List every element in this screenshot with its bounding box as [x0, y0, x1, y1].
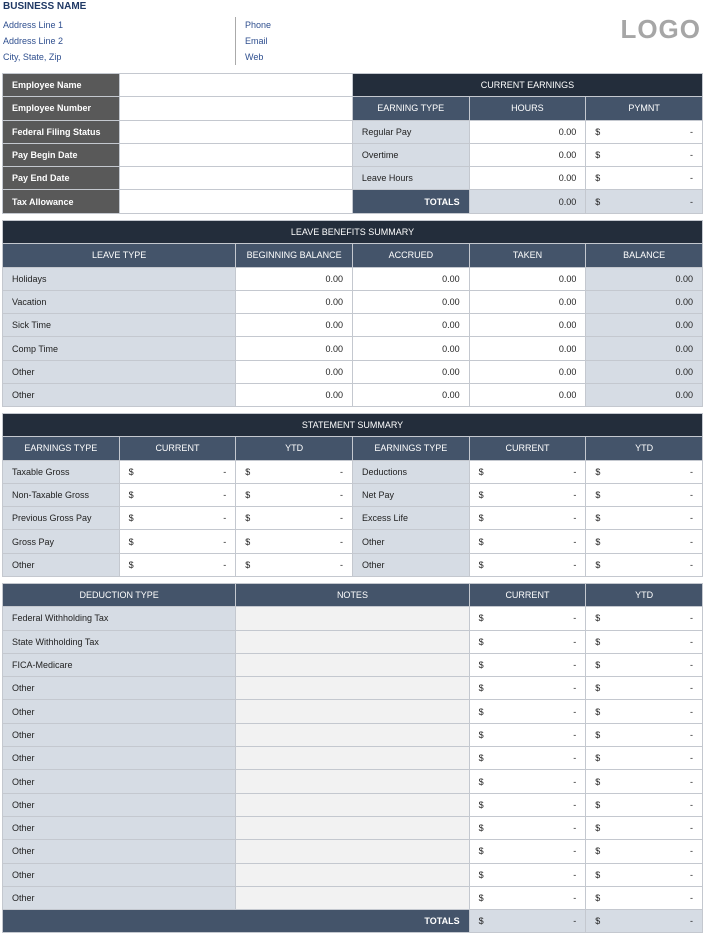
table-row: [3, 384, 703, 407]
leave-summary-title: LEAVE BENEFITS SUMMARY: [3, 221, 703, 244]
employee-label: Federal Filing Status: [3, 120, 120, 143]
deduction-notes[interactable]: [236, 747, 469, 770]
deduction-notes[interactable]: [236, 723, 469, 746]
deduction-totals-row: [3, 910, 703, 933]
table-row: [3, 607, 703, 630]
leave-balance: 0.00: [586, 337, 703, 360]
current-value[interactable]: $ -: [119, 460, 236, 483]
table-row: [3, 793, 703, 816]
ytd-value[interactable]: $ -: [586, 553, 703, 576]
deduction-type: Other: [3, 886, 236, 909]
employee-value[interactable]: [119, 167, 352, 190]
current-value[interactable]: $ -: [119, 530, 236, 553]
leave-type: Other: [3, 384, 236, 407]
column-header: EARNING TYPE: [352, 97, 469, 120]
earning-hours[interactable]: 0.00: [469, 143, 586, 166]
deduction-notes[interactable]: [236, 607, 469, 630]
leave-type: Vacation: [3, 290, 236, 313]
deduction-current[interactable]: $ -: [469, 700, 586, 723]
column-header: PYMNT: [586, 97, 703, 120]
leave-accrued[interactable]: 0.00: [352, 267, 469, 290]
deduction-type: State Withholding Tax: [3, 630, 236, 653]
table-row: [3, 460, 703, 483]
earning-payment[interactable]: $ -: [586, 120, 703, 143]
ytd-value[interactable]: $ -: [586, 483, 703, 506]
deduction-notes[interactable]: [236, 653, 469, 676]
deduction-ytd[interactable]: $ -: [586, 793, 703, 816]
current-value[interactable]: $ -: [119, 553, 236, 576]
column-header: BALANCE: [586, 244, 703, 267]
deduction-current[interactable]: $ -: [469, 677, 586, 700]
leave-accrued[interactable]: 0.00: [352, 384, 469, 407]
leave-taken[interactable]: 0.00: [469, 314, 586, 337]
totals-label: TOTALS: [3, 910, 470, 933]
deduction-ytd[interactable]: $ -: [586, 677, 703, 700]
employee-label: Pay End Date: [3, 167, 120, 190]
table-row: [3, 747, 703, 770]
deduction-ytd[interactable]: $ -: [586, 770, 703, 793]
table-row: [3, 290, 703, 313]
earnings-type: Deductions: [352, 460, 469, 483]
leave-type: Holidays: [3, 267, 236, 290]
deduction-notes[interactable]: [236, 677, 469, 700]
employee-value[interactable]: [119, 74, 352, 97]
current-value[interactable]: $ -: [469, 460, 586, 483]
employee-label: Pay Begin Date: [3, 143, 120, 166]
deduction-type: Other: [3, 863, 236, 886]
column-header: CURRENT: [469, 584, 586, 607]
column-header: YTD: [236, 437, 353, 460]
earnings-type: Net Pay: [352, 483, 469, 506]
deduction-type: Other: [3, 677, 236, 700]
table-row: [3, 483, 703, 506]
totals-payment: $ -: [586, 190, 703, 213]
table-row: [3, 630, 703, 653]
column-header: LEAVE TYPE: [3, 244, 236, 267]
address-line-2: Address Line 2: [3, 36, 64, 46]
column-header: HOURS: [469, 97, 586, 120]
contact-email: Email: [245, 36, 268, 46]
header-divider: [235, 17, 236, 65]
deduction-type: Other: [3, 747, 236, 770]
ytd-value[interactable]: $ -: [586, 530, 703, 553]
current-value[interactable]: $ -: [469, 483, 586, 506]
deduction-current[interactable]: $ -: [469, 886, 586, 909]
totals-current: $ -: [469, 910, 586, 933]
employee-value[interactable]: [119, 190, 352, 213]
deduction-notes[interactable]: [236, 863, 469, 886]
column-header: CURRENT: [119, 437, 236, 460]
leave-balance: 0.00: [586, 290, 703, 313]
contact-web: Web: [245, 52, 264, 62]
deduction-rows: [3, 607, 703, 910]
leave-accrued[interactable]: 0.00: [352, 337, 469, 360]
leave-begin[interactable]: 0.00: [236, 267, 353, 290]
leave-accrued[interactable]: 0.00: [352, 360, 469, 383]
deduction-current[interactable]: $ -: [469, 747, 586, 770]
deduction-type: Other: [3, 793, 236, 816]
leave-balance: 0.00: [586, 314, 703, 337]
deduction-current[interactable]: $ -: [469, 793, 586, 816]
leave-taken[interactable]: 0.00: [469, 384, 586, 407]
earnings-type: Other: [352, 530, 469, 553]
column-header: YTD: [586, 437, 703, 460]
deduction-notes[interactable]: [236, 630, 469, 653]
current-value[interactable]: $ -: [119, 483, 236, 506]
leave-begin[interactable]: 0.00: [236, 290, 353, 313]
leave-type: Comp Time: [3, 337, 236, 360]
deduction-current[interactable]: $ -: [469, 816, 586, 839]
column-header: ACCRUED: [352, 244, 469, 267]
column-header: NOTES: [236, 584, 469, 607]
ytd-value[interactable]: $ -: [236, 483, 353, 506]
leave-begin[interactable]: 0.00: [236, 384, 353, 407]
deduction-ytd[interactable]: $ -: [586, 840, 703, 863]
current-earnings-title: CURRENT EARNINGS: [352, 74, 702, 97]
statement-summary-table: [2, 413, 703, 577]
current-value[interactable]: $ -: [469, 530, 586, 553]
business-name: BUSINESS NAME: [3, 1, 87, 12]
deduction-type: Federal Withholding Tax: [3, 607, 236, 630]
deduction-ytd[interactable]: $ -: [586, 886, 703, 909]
employee-label: Tax Allowance: [3, 190, 120, 213]
address-line-3: City, State, Zip: [3, 52, 62, 62]
deduction-notes[interactable]: [236, 770, 469, 793]
ytd-value[interactable]: $ -: [586, 507, 703, 530]
deduction-notes[interactable]: [236, 886, 469, 909]
deduction-current[interactable]: $ -: [469, 863, 586, 886]
document-header: [0, 0, 705, 72]
deduction-notes[interactable]: [236, 700, 469, 723]
earning-hours[interactable]: 0.00: [469, 167, 586, 190]
leave-taken[interactable]: 0.00: [469, 267, 586, 290]
statement-summary-title: STATEMENT SUMMARY: [3, 414, 703, 437]
employee-earnings-table: [2, 73, 703, 214]
totals-hours: 0.00: [469, 190, 586, 213]
employee-value[interactable]: [119, 143, 352, 166]
table-row: [3, 553, 703, 576]
current-value[interactable]: $ -: [469, 553, 586, 576]
earning-type: Overtime: [352, 143, 469, 166]
column-header: EARNINGS TYPE: [3, 437, 120, 460]
totals-ytd: $ -: [586, 910, 703, 933]
contact-phone: Phone: [245, 20, 272, 30]
deduction-type: FICA-Medicare: [3, 653, 236, 676]
earning-payment[interactable]: $ -: [586, 167, 703, 190]
earnings-type: Excess Life: [352, 507, 469, 530]
column-header: DEDUCTION TYPE: [3, 584, 236, 607]
current-value[interactable]: $ -: [119, 507, 236, 530]
employee-value[interactable]: [119, 120, 352, 143]
table-row: [3, 840, 703, 863]
leave-balance: 0.00: [586, 384, 703, 407]
column-header: BEGINNING BALANCE: [236, 244, 353, 267]
deduction-type: Other: [3, 770, 236, 793]
earnings-type: Taxable Gross: [3, 460, 120, 483]
table-row: [3, 360, 703, 383]
deduction-notes[interactable]: [236, 816, 469, 839]
employee-value[interactable]: [119, 97, 352, 120]
table-row: [3, 816, 703, 839]
table-row: [3, 530, 703, 553]
earnings-type: Other: [3, 553, 120, 576]
leave-type: Sick Time: [3, 314, 236, 337]
deduction-current[interactable]: $ -: [469, 840, 586, 863]
deduction-ytd[interactable]: $ -: [586, 816, 703, 839]
ytd-value[interactable]: $ -: [236, 553, 353, 576]
leave-taken[interactable]: 0.00: [469, 337, 586, 360]
ytd-value[interactable]: $ -: [236, 507, 353, 530]
deduction-ytd[interactable]: $ -: [586, 863, 703, 886]
deduction-current[interactable]: $ -: [469, 607, 586, 630]
deduction-current[interactable]: $ -: [469, 723, 586, 746]
earnings-type: Gross Pay: [3, 530, 120, 553]
deduction-ytd[interactable]: $ -: [586, 700, 703, 723]
leave-benefits-table: [2, 220, 703, 407]
leave-balance: 0.00: [586, 360, 703, 383]
column-header: CURRENT: [469, 437, 586, 460]
earning-hours[interactable]: 0.00: [469, 120, 586, 143]
address-line-1: Address Line 1: [3, 20, 64, 30]
deduction-current[interactable]: $ -: [469, 630, 586, 653]
table-row: [3, 863, 703, 886]
deduction-type: Other: [3, 816, 236, 839]
deduction-type: Other: [3, 723, 236, 746]
employee-label: Employee Number: [3, 97, 120, 120]
deduction-ytd[interactable]: $ -: [586, 607, 703, 630]
leave-accrued[interactable]: 0.00: [352, 314, 469, 337]
table-row: [3, 700, 703, 723]
table-row: [3, 653, 703, 676]
current-value[interactable]: $ -: [469, 507, 586, 530]
leave-taken[interactable]: 0.00: [469, 360, 586, 383]
deduction-ytd[interactable]: $ -: [586, 653, 703, 676]
earnings-type: Other: [352, 553, 469, 576]
column-header: TAKEN: [469, 244, 586, 267]
ytd-value[interactable]: $ -: [586, 460, 703, 483]
table-row: [3, 337, 703, 360]
deduction-ytd[interactable]: $ -: [586, 630, 703, 653]
earning-payment[interactable]: $ -: [586, 143, 703, 166]
leave-begin[interactable]: 0.00: [236, 314, 353, 337]
table-row: [3, 507, 703, 530]
ytd-value[interactable]: $ -: [236, 460, 353, 483]
column-header: YTD: [586, 584, 703, 607]
ytd-value[interactable]: $ -: [236, 530, 353, 553]
table-row: [3, 886, 703, 909]
table-row: [3, 677, 703, 700]
deduction-current[interactable]: $ -: [469, 653, 586, 676]
column-header: EARNINGS TYPE: [352, 437, 469, 460]
deduction-ytd[interactable]: $ -: [586, 747, 703, 770]
deduction-ytd[interactable]: $ -: [586, 723, 703, 746]
table-row: [3, 723, 703, 746]
earnings-type: Previous Gross Pay: [3, 507, 120, 530]
table-row: [3, 314, 703, 337]
leave-begin[interactable]: 0.00: [236, 337, 353, 360]
deduction-current[interactable]: $ -: [469, 770, 586, 793]
table-row: [3, 267, 703, 290]
earning-type: Leave Hours: [352, 167, 469, 190]
leave-type: Other: [3, 360, 236, 383]
earning-type: Regular Pay: [352, 120, 469, 143]
leave-accrued[interactable]: 0.00: [352, 290, 469, 313]
employee-label: Employee Name: [3, 74, 120, 97]
leave-taken[interactable]: 0.00: [469, 290, 586, 313]
table-row: [3, 770, 703, 793]
totals-label: TOTALS: [352, 190, 469, 213]
deduction-type: Other: [3, 700, 236, 723]
logo-placeholder: LOGO: [620, 14, 701, 44]
deduction-notes[interactable]: [236, 840, 469, 863]
leave-begin[interactable]: 0.00: [236, 360, 353, 383]
deductions-table: [2, 583, 703, 933]
leave-balance: 0.00: [586, 267, 703, 290]
deduction-type: Other: [3, 840, 236, 863]
deduction-notes[interactable]: [236, 793, 469, 816]
earnings-type: Non-Taxable Gross: [3, 483, 120, 506]
